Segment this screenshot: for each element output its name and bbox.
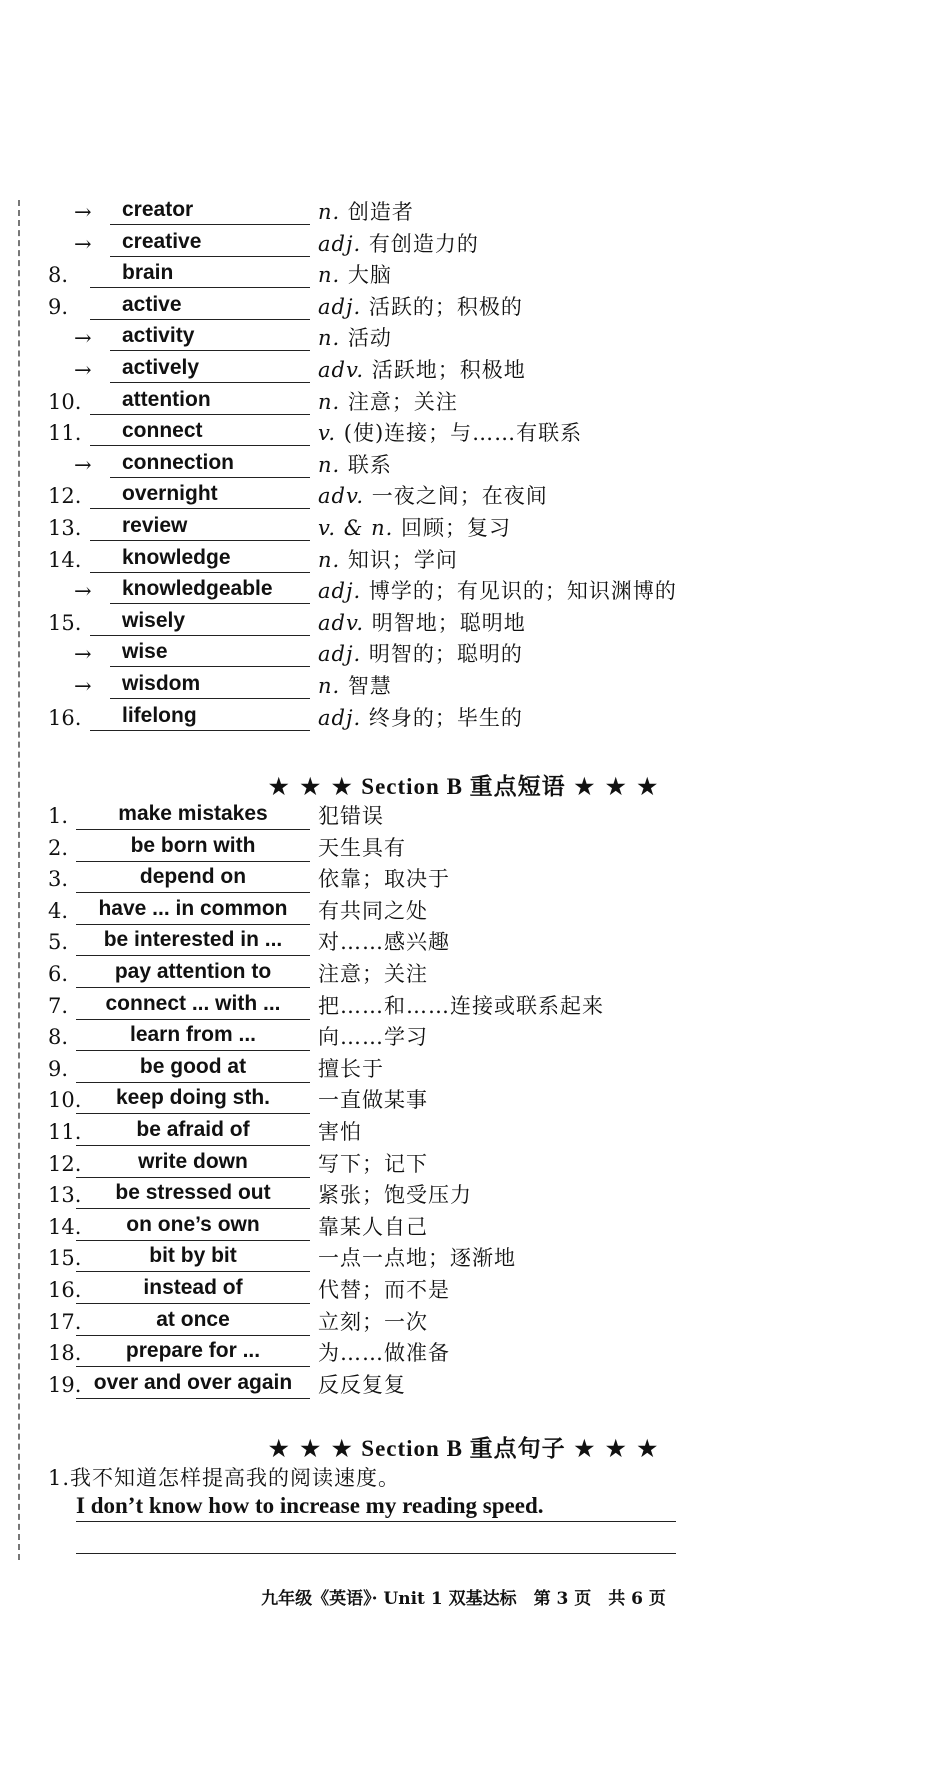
part-of-speech: adj. <box>318 294 362 319</box>
star-icon: ★ <box>300 774 322 799</box>
star-icon: ★ <box>331 774 353 799</box>
phrase-answer-blank[interactable]: over and over again <box>76 1369 310 1399</box>
vocab-answer-blank[interactable]: knowledgeable <box>110 575 310 604</box>
phrase-row <box>0 1242 927 1274</box>
part-of-speech: n. <box>318 200 341 224</box>
part-of-speech: v. <box>318 421 337 446</box>
vocab-answer-blank[interactable]: connect <box>90 417 310 446</box>
vocab-answer-blank[interactable]: connection <box>110 449 310 478</box>
vocab-number: 14. <box>48 547 82 572</box>
part-of-speech: n. <box>318 452 341 477</box>
part-of-speech: adj. <box>318 231 362 256</box>
vocab-answer-blank[interactable]: knowledge <box>90 544 310 573</box>
phrase-meaning: 立刻；一次 <box>318 1309 428 1334</box>
phrase-answer-blank[interactable]: keep doing sth. <box>76 1084 310 1114</box>
phrase-row <box>0 1274 927 1306</box>
phrase-answer-blank[interactable]: instead of <box>76 1274 310 1304</box>
meaning-text: 明智的；聪明的 <box>368 642 523 667</box>
sentence-cn-text: 我不知道怎样提高我的阅读速度。 <box>70 1466 401 1490</box>
phrase-answer-blank[interactable]: make mistakes <box>76 800 310 830</box>
vocab-row <box>0 544 927 576</box>
vocab-row <box>0 354 927 386</box>
meaning-text: 注意；关注 <box>347 389 458 414</box>
vocab-meaning <box>318 480 548 512</box>
star-icon: ★ <box>268 1436 290 1461</box>
vocab-answer-blank[interactable]: wisdom <box>110 670 310 699</box>
arrow-icon: → <box>74 200 92 224</box>
vocab-number: 16. <box>48 705 82 730</box>
vocab-number: 11. <box>48 421 82 446</box>
sentence-en-text: I don’t know how to increase my reading speed. <box>76 1493 544 1518</box>
phrase-number: 15. <box>48 1246 82 1271</box>
phrase-number: 19. <box>48 1372 82 1397</box>
vocab-meaning <box>318 702 523 734</box>
part-of-speech: adj. <box>318 579 362 604</box>
phrase-number: 14. <box>48 1214 82 1239</box>
vocab-row <box>0 702 927 734</box>
phrase-answer-blank[interactable]: have ... in common <box>76 895 310 925</box>
star-icon: ★ <box>605 1436 627 1461</box>
vocab-row <box>0 575 927 607</box>
meaning-text: 知识；学问 <box>347 547 458 572</box>
meaning-text: 活跃的；积极的 <box>368 294 523 319</box>
phrase-answer-blank[interactable]: be afraid of <box>76 1116 310 1146</box>
star-icon: ★ <box>637 1436 659 1461</box>
phrase-meaning: 害怕 <box>318 1120 362 1144</box>
phrase-number: 16. <box>48 1278 82 1302</box>
arrow-icon: → <box>74 642 92 667</box>
phrase-row <box>0 1211 927 1243</box>
phrase-meaning: 犯错误 <box>318 804 384 828</box>
vocab-answer-blank[interactable]: wise <box>110 638 310 667</box>
vocab-meaning <box>318 196 414 228</box>
vocab-meaning <box>318 638 523 670</box>
phrase-row <box>0 800 927 832</box>
phrase-row <box>0 1337 927 1369</box>
arrow-icon: → <box>74 358 92 382</box>
star-icon: ★ <box>574 774 596 799</box>
part-of-speech: adj. <box>318 705 362 730</box>
sentence-number: 1. <box>48 1466 71 1490</box>
phrase-row <box>0 895 927 927</box>
phrase-number: 13. <box>48 1183 82 1208</box>
vocab-row <box>0 386 927 418</box>
phrase-row <box>0 1306 927 1338</box>
vocab-meaning <box>318 449 392 481</box>
vocab-row <box>0 259 927 291</box>
section-title-text: Section B 重点句子 <box>361 1436 566 1461</box>
phrase-answer-blank[interactable]: be interested in ... <box>76 926 310 956</box>
phrase-number: 5. <box>48 930 69 955</box>
vocab-meaning <box>318 228 479 260</box>
vocab-number: 9. <box>48 294 69 319</box>
meaning-text: 大脑 <box>347 263 392 288</box>
page-footer: 九年级《英语》· Unit 1 双基达标 第 3 页 共 6 页 <box>261 1589 666 1609</box>
vocab-meaning <box>318 544 458 576</box>
vocab-answer-blank[interactable]: activity <box>110 322 310 351</box>
vocab-row <box>0 480 927 512</box>
meaning-text: 一夜之间；在夜间 <box>371 484 548 509</box>
phrase-answer-blank[interactable]: learn from ... <box>76 1021 310 1051</box>
meaning-text: 有创造力的 <box>368 231 479 256</box>
arrow-icon: → <box>74 326 92 351</box>
phrase-answer-blank[interactable]: be born with <box>76 832 310 862</box>
phrase-meaning: 依靠；取决于 <box>318 867 450 892</box>
phrase-row <box>0 990 927 1022</box>
phrase-number: 3. <box>48 867 69 892</box>
meaning-text: 活动 <box>347 326 392 351</box>
vocab-answer-blank[interactable]: review <box>90 512 310 541</box>
vocab-answer-blank[interactable]: wisely <box>90 607 310 636</box>
star-icon: ★ <box>331 1436 353 1461</box>
phrase-answer-blank[interactable]: connect ... with ... <box>76 990 310 1020</box>
phrase-row <box>0 926 927 958</box>
part-of-speech: v. & n. <box>318 516 394 540</box>
phrase-row <box>0 1179 927 1211</box>
vocab-answer-blank[interactable]: lifelong <box>90 702 310 731</box>
phrase-row <box>0 1148 927 1180</box>
meaning-text: (使)连接；与……有联系 <box>343 421 583 446</box>
phrase-meaning: 擅长于 <box>318 1056 384 1081</box>
phrase-meaning: 为……做准备 <box>318 1341 450 1366</box>
part-of-speech: n. <box>318 674 341 698</box>
part-of-speech: adv. <box>318 610 365 635</box>
phrase-number: 17. <box>48 1309 82 1334</box>
vocab-answer-blank[interactable]: actively <box>110 354 310 383</box>
phrase-answer-blank[interactable]: pay attention to <box>76 958 310 988</box>
phrase-number: 7. <box>48 993 69 1018</box>
phrase-meaning: 向……学习 <box>318 1025 428 1050</box>
phrase-number: 10. <box>48 1088 82 1113</box>
part-of-speech: n. <box>318 263 341 288</box>
part-of-speech: n. <box>318 326 341 351</box>
star-icon: ★ <box>268 774 290 799</box>
vocab-meaning <box>318 386 458 418</box>
section-title-sentences <box>0 1430 927 1463</box>
vocab-row <box>0 322 927 354</box>
vocab-answer-blank[interactable]: brain <box>90 259 310 288</box>
phrase-row <box>0 1369 927 1401</box>
vocab-answer-blank[interactable]: creator <box>110 196 310 225</box>
phrase-number: 6. <box>48 962 69 986</box>
vocab-row <box>0 228 927 260</box>
phrase-number: 18. <box>48 1341 82 1366</box>
phrase-meaning: 紧张；饱受压力 <box>318 1183 472 1208</box>
vocab-meaning <box>318 575 677 607</box>
phrase-meaning: 靠某人自己 <box>318 1214 428 1239</box>
sentence-answer-line[interactable] <box>76 1491 676 1522</box>
phrase-meaning: 反反复复 <box>318 1372 406 1397</box>
meaning-text: 终身的；毕生的 <box>368 705 523 730</box>
phrase-meaning: 注意；关注 <box>318 962 428 986</box>
vocab-row <box>0 291 927 323</box>
vocab-row <box>0 449 927 481</box>
meaning-text: 智慧 <box>347 674 392 698</box>
phrase-answer-blank[interactable]: depend on <box>76 863 310 893</box>
phrase-answer-blank[interactable]: on one’s own <box>76 1211 310 1241</box>
vocab-row <box>0 512 927 544</box>
vocab-meaning <box>318 417 582 449</box>
phrase-answer-blank[interactable]: be good at <box>76 1053 310 1083</box>
vocab-answer-blank[interactable]: attention <box>90 386 310 415</box>
vocab-number: 8. <box>48 263 69 288</box>
phrase-meaning: 一直做某事 <box>318 1088 428 1113</box>
meaning-text: 联系 <box>347 452 392 477</box>
part-of-speech: adv. <box>318 358 365 382</box>
phrase-row <box>0 863 927 895</box>
phrase-meaning: 有共同之处 <box>318 898 428 923</box>
vocab-number: 12. <box>48 484 82 509</box>
sentence-blank-line[interactable] <box>76 1553 676 1554</box>
phrase-number: 8. <box>48 1025 69 1050</box>
phrase-answer-blank[interactable]: prepare for ... <box>76 1337 310 1367</box>
meaning-text: 明智地；聪明地 <box>371 610 526 635</box>
vocab-row <box>0 417 927 449</box>
vocab-answer-blank[interactable]: creative <box>110 228 310 257</box>
vocab-meaning <box>318 512 511 544</box>
part-of-speech: adj. <box>318 642 362 667</box>
star-icon: ★ <box>637 774 659 799</box>
phrase-number: 4. <box>48 898 69 923</box>
arrow-icon: → <box>74 231 92 256</box>
phrase-row <box>0 958 927 990</box>
vocab-row <box>0 638 927 670</box>
arrow-icon: → <box>74 452 92 477</box>
phrase-meaning: 代替；而不是 <box>318 1278 450 1302</box>
phrase-row <box>0 1053 927 1085</box>
arrow-icon: → <box>74 579 92 604</box>
vocab-row <box>0 196 927 228</box>
phrase-number: 11. <box>48 1120 82 1144</box>
phrase-number: 2. <box>48 835 69 860</box>
phrase-meaning: 对……感兴趣 <box>318 930 450 955</box>
vocab-meaning <box>318 322 392 354</box>
vocab-answer-blank[interactable]: active <box>90 291 310 320</box>
phrase-row <box>0 1084 927 1116</box>
meaning-text: 回顾；复习 <box>400 516 511 540</box>
vocab-meaning <box>318 354 526 386</box>
meaning-text: 活跃地；积极地 <box>371 358 526 382</box>
vocab-row <box>0 607 927 639</box>
vocab-meaning <box>318 291 523 323</box>
part-of-speech: adv. <box>318 484 365 509</box>
vocab-number: 10. <box>48 389 82 414</box>
meaning-text: 博学的；有见识的；知识渊博的 <box>368 579 677 604</box>
star-icon: ★ <box>574 1436 596 1461</box>
section-title-phrases <box>0 768 927 801</box>
star-icon: ★ <box>300 1436 322 1461</box>
phrase-number: 1. <box>48 804 69 828</box>
vocab-meaning <box>318 607 526 639</box>
vocab-answer-blank[interactable]: overnight <box>90 480 310 509</box>
phrase-number: 9. <box>48 1056 69 1081</box>
phrase-meaning: 一点一点地；逐渐地 <box>318 1246 516 1271</box>
phrase-meaning: 天生具有 <box>318 835 406 860</box>
phrase-answer-blank[interactable]: at once <box>76 1306 310 1336</box>
phrase-row <box>0 832 927 864</box>
vocab-number: 13. <box>48 516 82 540</box>
vocab-meaning <box>318 259 392 291</box>
part-of-speech: n. <box>318 389 341 414</box>
phrase-answer-blank[interactable]: be stressed out <box>76 1179 310 1209</box>
vocab-row <box>0 670 927 702</box>
vocab-number: 15. <box>48 610 82 635</box>
phrase-answer-blank[interactable]: bit by bit <box>76 1242 310 1272</box>
phrase-answer-blank[interactable]: write down <box>76 1148 310 1178</box>
phrase-number: 12. <box>48 1151 82 1176</box>
meaning-text: 创造者 <box>347 200 414 224</box>
phrase-meaning: 写下；记下 <box>318 1151 428 1176</box>
section-title-text: Section B 重点短语 <box>361 774 566 799</box>
phrase-row <box>0 1021 927 1053</box>
phrase-row <box>0 1116 927 1148</box>
part-of-speech: n. <box>318 547 341 572</box>
star-icon: ★ <box>605 774 627 799</box>
vocab-meaning <box>318 670 392 702</box>
arrow-icon: → <box>74 674 92 698</box>
sentence-chinese <box>48 1462 400 1494</box>
phrase-meaning: 把……和……连接或联系起来 <box>318 993 604 1018</box>
